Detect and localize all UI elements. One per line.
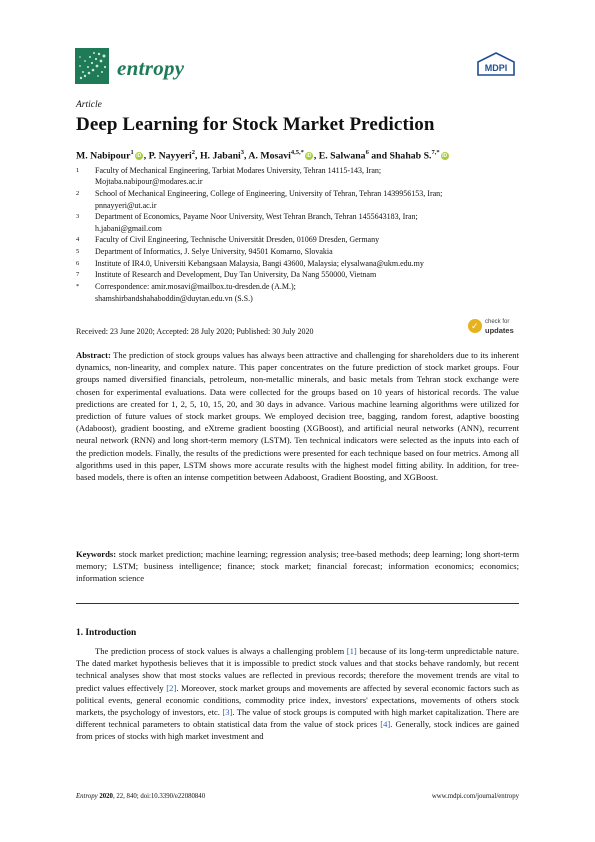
affiliation-item bbox=[76, 234, 516, 245]
affiliation-number: * bbox=[76, 283, 80, 291]
affiliation-number: 1 bbox=[76, 167, 80, 174]
paper-title: Deep Learning for Stock Market Prediction bbox=[76, 114, 435, 135]
affiliation-number: 3 bbox=[76, 213, 80, 221]
author-name: E. Salwana bbox=[318, 150, 366, 162]
author-separator: , bbox=[195, 150, 200, 162]
affiliation-item bbox=[76, 211, 516, 234]
author-name: A. Mosavi bbox=[248, 150, 291, 162]
author-list bbox=[76, 149, 450, 161]
author-affiliation-ref: 6 bbox=[365, 149, 369, 156]
intro-paragraph bbox=[76, 645, 519, 743]
footer-year: 2020 bbox=[99, 793, 113, 800]
author-name: Shahab S. bbox=[389, 150, 432, 162]
updates-line2: updates bbox=[485, 326, 514, 335]
mdpi-logo-icon bbox=[476, 52, 516, 76]
affiliation-line: Institute of IR4.0, Universiti Kebangsaan Malaysia, Bangi 43600, Malaysia; elysalwana@ukm.edu.my bbox=[95, 258, 424, 268]
author-affiliation-ref: 7,* bbox=[431, 149, 440, 156]
orcid-icon[interactable]: iD bbox=[136, 153, 142, 160]
orcid-icon[interactable]: iD bbox=[306, 153, 312, 160]
affiliation-line: shamshirbandshahaboddin@duytan.edu.vn (S.S.) bbox=[95, 293, 253, 303]
intro-text-3: . Moreover, stock market groups and movements are affected by several economic factors such as political events, general economic conditions, commodity price index, investors' expectations, movements of others stock markets, the psychology of investors, etc. bbox=[76, 682, 519, 718]
updates-line1: check for bbox=[485, 319, 510, 325]
section-divider bbox=[76, 603, 519, 604]
affiliation-line: Department of Economics, Payame Noor University, West Tehran Branch, Tehran 1455643183, Iran; bbox=[95, 212, 418, 222]
keywords-text: stock market prediction; machine learning; regression analysis; tree-based methods; deep learning; long short-term memory; LSTM; business intelligence; finance; stock market; financial forecast; information economics; economics; information science bbox=[76, 549, 519, 584]
section-heading: 1. Introduction bbox=[76, 628, 137, 638]
abstract-label: Abstract: bbox=[76, 350, 111, 360]
affiliation-number: 2 bbox=[76, 190, 80, 198]
affiliation-item bbox=[76, 281, 516, 304]
citation-link[interactable]: [4] bbox=[380, 719, 391, 730]
publication-dates: Received: 23 June 2020; Accepted: 28 July 2020; Published: 30 July 2020 bbox=[76, 327, 314, 336]
author-affiliation-ref: 2 bbox=[191, 149, 196, 156]
footer-journal: Entropy bbox=[76, 793, 98, 800]
affiliation-line: pnnayyeri@ut.ac.ir bbox=[95, 200, 157, 210]
affiliation-line: h.jabani@gmail.com bbox=[95, 223, 162, 233]
affiliation-line: Faculty of Civil Engineering, Technische Universität Dresden, 01069 Dresden, Germany bbox=[95, 235, 380, 245]
author-affiliation-ref: 3 bbox=[240, 149, 245, 156]
author-separator: , bbox=[313, 150, 319, 162]
intro-text-2: because of its long-term unpredictable nature. The dated market hypothesis believes that it is impossible to predict stock values and that stocks behave randomly, but recent technical analyses show that most stocks values are reflected in previous records; therefore the movement trends are vital to predict values effectively bbox=[76, 646, 520, 693]
journal-name: entropy bbox=[117, 56, 185, 80]
affiliation-number: 6 bbox=[76, 259, 80, 267]
keywords bbox=[76, 548, 519, 585]
abstract bbox=[76, 349, 519, 483]
citation-link[interactable]: [1] bbox=[346, 646, 357, 656]
author-name: M. Nabipour bbox=[76, 150, 131, 162]
footer-citation bbox=[76, 793, 205, 800]
orcid-icon[interactable]: iD bbox=[442, 153, 448, 160]
entropy-logo-icon bbox=[75, 48, 109, 84]
check-updates-icon: ✓ bbox=[468, 319, 482, 333]
affiliation-line: Department of Informatics, J. Selye University, 94501 Komarno, Slovakia bbox=[95, 247, 333, 256]
author-name: P. Nayyeri bbox=[148, 150, 192, 162]
article-type: Article bbox=[76, 100, 102, 110]
affiliation-item bbox=[76, 188, 516, 211]
author-affiliation-ref: 4,5,* bbox=[290, 149, 304, 156]
author-separator: , bbox=[244, 150, 249, 162]
affiliation-item bbox=[76, 258, 516, 269]
intro-text-1: The prediction process of stock values is always a challenging problem bbox=[95, 646, 347, 656]
citation-link[interactable]: [3] bbox=[222, 707, 233, 718]
affiliation-line: School of Mechanical Engineering, College of Engineering, University of Tehran, Tehran 1439956153, Iran; bbox=[95, 189, 443, 199]
affiliation-line: Correspondence: amir.mosavi@mailbox.tu-dresden.de (A.M.); bbox=[95, 282, 296, 292]
affiliation-item bbox=[76, 269, 516, 280]
footer-doi: , 22, 840; doi:10.3390/e22080840 bbox=[112, 793, 206, 800]
author-name: H. Jabani bbox=[199, 150, 241, 162]
affiliation-line: Mojtaba.nabipour@modares.ac.ir bbox=[95, 177, 203, 187]
footer-url[interactable]: www.mdpi.com/journal/entropy bbox=[431, 793, 519, 800]
author-separator: and bbox=[368, 150, 390, 162]
intro-text-5: . Generally, stock indices are gained from prices of stocks with high market investment and bbox=[76, 719, 519, 742]
citation-link[interactable]: [2] bbox=[166, 682, 177, 693]
affiliation-item bbox=[76, 165, 516, 188]
abstract-text: The prediction of stock groups values has always been attractive and challenging for shareholders due to its inherent dynamics, non-linearity, and complex nature. This paper concentrates on the future prediction of stock market groups. Four groups named diversified financials, petroleum, non-metallic minerals, and basic metals from Tehran stock exchange were chosen for experimental evaluations. Data were collected for the groups based on 10 years of historical records. The value predictions are created for 1, 2, 5, 10, 15, 20, and 30 days in advance. Various machine learning algorithms were utilized for prediction of future values of stock market groups. We employed decision tree, bagging, random forest, adaptive boosting (Adaboost), gradient boosting, and eXtreme gradient boosting (XGBoost), and artificial neural networks (ANN), recurrent neural network (RNN) and long short-term memory (LSTM). Ten technical indicators were selected as the inputs into each of the prediction models. Finally, the results of the predictions were presented for each technique based on four metrics. Among all algorithms used in this paper, LSTM shows more accurate results with the highest model fitting ability. In addition, for tree-based models, there is often an intense competition between Adaboost, Gradient Boosting, and XGBoost. bbox=[76, 350, 519, 483]
intro-text-4: . The value of stock groups is computed with high market capitalization. There are different technical parameters to obtain statistical data from the value of stock prices bbox=[76, 707, 519, 730]
affiliation-line: Faculty of Mechanical Engineering, Tarbiat Modares University, Tehran 14115-143, Iran; bbox=[95, 166, 382, 175]
author-affiliation-ref: 1 bbox=[130, 149, 134, 156]
keywords-label: Keywords: bbox=[76, 549, 117, 559]
affiliation-number: 5 bbox=[76, 248, 80, 255]
affiliation-line: Institute of Research and Development, Duy Tan University, Da Nang 550000, Vietnam bbox=[95, 270, 377, 280]
check-for-updates-badge[interactable] bbox=[468, 317, 518, 339]
author-separator: , bbox=[143, 150, 149, 162]
affiliation-number: 4 bbox=[76, 236, 80, 244]
affiliation-number: 7 bbox=[76, 271, 80, 279]
mdpi-logo-text: MDPI bbox=[484, 63, 508, 73]
affiliation-item bbox=[76, 246, 516, 257]
